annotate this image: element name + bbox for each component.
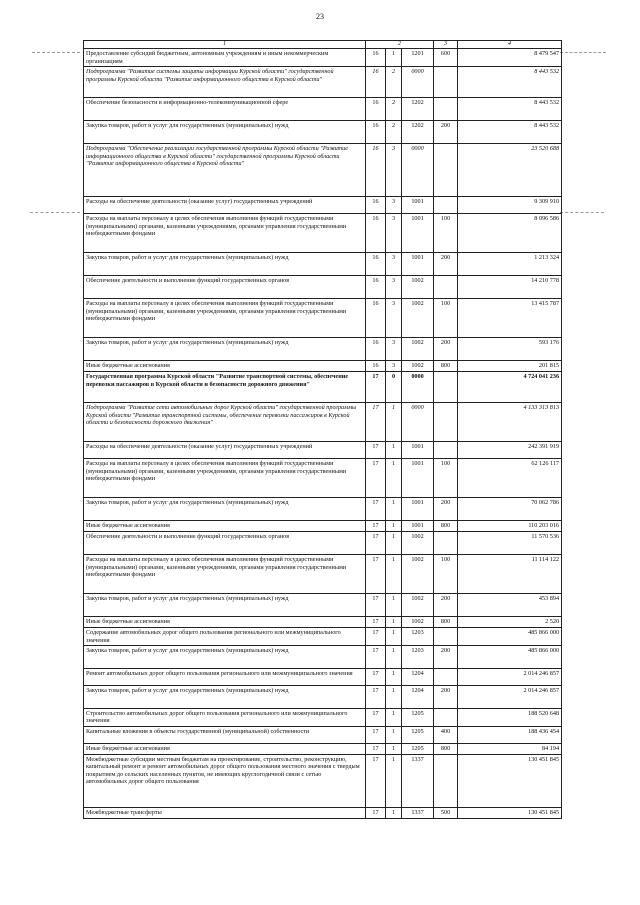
subprogram-code: 3 — [386, 197, 402, 214]
program-code: 17 — [366, 555, 386, 594]
scan-margin-mark — [30, 212, 80, 213]
subprogram-code: 1 — [386, 668, 402, 685]
row-description: Обеспечение деятельности и выполнение функций государственных органов — [84, 532, 366, 555]
header-col-2: 2 — [366, 41, 434, 49]
table-row — [84, 708, 562, 726]
expense-type-code: 400 — [434, 726, 458, 743]
direction-code: 1001 — [402, 459, 434, 498]
direction-code: 1001 — [402, 521, 434, 532]
program-code: 16 — [366, 67, 386, 98]
program-code: 16 — [366, 121, 386, 144]
table-row — [84, 214, 562, 253]
program-code: 17 — [366, 498, 386, 521]
direction-code: 0000 — [402, 403, 434, 442]
program-code: 16 — [366, 144, 386, 197]
table-row — [84, 628, 562, 646]
expense-type-code: 800 — [434, 617, 458, 628]
expense-type-code — [434, 197, 458, 214]
subprogram-code: 1 — [386, 49, 402, 67]
table-row — [84, 197, 562, 214]
expense-type-code — [434, 754, 458, 807]
expense-type-code: 100 — [434, 555, 458, 594]
subprogram-code: 1 — [386, 442, 402, 459]
program-code: 17 — [366, 403, 386, 442]
table-row — [84, 743, 562, 754]
expense-type-code: 800 — [434, 743, 458, 754]
expense-type-code: 100 — [434, 214, 458, 253]
row-description: Расходы на выплаты персоналу в целях обеспечения выполнения функций государственными (муниципальными) органами, казенными учреждениями, органами управления государственными внебюджетными фондами — [84, 299, 366, 338]
table-row — [84, 442, 562, 459]
subprogram-code: 3 — [386, 144, 402, 197]
table-row — [84, 668, 562, 685]
subprogram-code: 1 — [386, 754, 402, 807]
row-description: Иные бюджетные ассигнования — [84, 521, 366, 532]
amount-cell: 11 570 536 — [458, 532, 562, 555]
amount-cell: 4 133 313 813 — [458, 403, 562, 442]
row-description: Строительство автомобильных дорог общего пользования регионального или межмуниципального значения — [84, 708, 366, 726]
row-description: Иные бюджетные ассигнования — [84, 361, 366, 372]
table-row — [84, 617, 562, 628]
table-row — [84, 726, 562, 743]
amount-cell: 8 096 586 — [458, 214, 562, 253]
direction-code: 1202 — [402, 98, 434, 121]
program-code: 16 — [366, 214, 386, 253]
table-row — [84, 459, 562, 498]
amount-cell: 2 014 246 857 — [458, 685, 562, 708]
program-code: 16 — [366, 98, 386, 121]
table-row — [84, 144, 562, 197]
direction-code: 1201 — [402, 49, 434, 67]
program-code: 17 — [366, 532, 386, 555]
expense-type-code: 200 — [434, 594, 458, 617]
amount-cell: 110 203 016 — [458, 521, 562, 532]
subprogram-code: 1 — [386, 532, 402, 555]
direction-code: 1002 — [402, 299, 434, 338]
row-description: Расходы на обеспечение деятельности (оказание услуг) государственных учреждений — [84, 197, 366, 214]
direction-code: 0000 — [402, 372, 434, 403]
table-row — [84, 299, 562, 338]
amount-cell: 4 724 041 236 — [458, 372, 562, 403]
expense-type-code: 200 — [434, 685, 458, 708]
amount-cell: 2 014 246 857 — [458, 668, 562, 685]
row-description: Расходы на выплаты персоналу в целях обеспечения выполнения функций государственными (муниципальными) органами, казенными учреждениями, органами управления государственными внебюджетными фондами — [84, 459, 366, 498]
scan-margin-mark — [32, 52, 80, 53]
program-code: 17 — [366, 743, 386, 754]
direction-code: 1002 — [402, 617, 434, 628]
direction-code: 1002 — [402, 594, 434, 617]
amount-cell: 8 443 532 — [458, 121, 562, 144]
program-code: 17 — [366, 594, 386, 617]
amount-cell: 453 894 — [458, 594, 562, 617]
row-description: Закупка товаров, работ и услуг для государственных (муниципальных) нужд — [84, 645, 366, 668]
expense-type-code: 100 — [434, 459, 458, 498]
program-code: 16 — [366, 197, 386, 214]
table-row — [84, 361, 562, 372]
table-row — [84, 521, 562, 532]
row-description: Расходы на выплаты персоналу в целях обеспечения выполнения функций государственными (муниципальными) органами, казенными учреждениями, органами управления государственными внебюджетными фондами — [84, 555, 366, 594]
row-description: Обеспечение деятельности и выполнение функций государственных органов — [84, 276, 366, 299]
program-code: 17 — [366, 668, 386, 685]
table-row — [84, 49, 562, 67]
expense-type-code — [434, 372, 458, 403]
program-code: 17 — [366, 521, 386, 532]
amount-cell: 13 415 787 — [458, 299, 562, 338]
direction-code: 1001 — [402, 214, 434, 253]
row-description: Подпрограмма "Развитие системы защиты информации Курской области" государственной программы Курской области "Развитие информационного общества в Курской области" — [84, 67, 366, 98]
amount-cell: 242 391 919 — [458, 442, 562, 459]
row-description: Подпрограмма "Развитие сети автомобильных дорог Курской области" государственной программы Курской области "Развитие транспортной системы, обеспечение перевозки пассажиров в Курской области и безопасности дорожного движения" — [84, 403, 366, 442]
row-description: Государственная программа Курской области "Развитие транспортной системы, обеспечение перевозки пассажиров в Курской области и безопасности дорожного движения" — [84, 372, 366, 403]
expense-type-code — [434, 144, 458, 197]
expense-type-code — [434, 403, 458, 442]
subprogram-code: 3 — [386, 338, 402, 361]
table-row — [84, 532, 562, 555]
row-description: Закупка товаров, работ и услуг для государственных (муниципальных) нужд — [84, 594, 366, 617]
subprogram-code: 0 — [386, 372, 402, 403]
header-col-4: 4 — [458, 41, 562, 49]
program-code: 17 — [366, 442, 386, 459]
expense-type-code — [434, 708, 458, 726]
amount-cell: 188 520 648 — [458, 708, 562, 726]
program-code: 16 — [366, 338, 386, 361]
row-description: Расходы на обеспечение деятельности (оказание услуг) государственных учреждений — [84, 442, 366, 459]
direction-code: 1001 — [402, 197, 434, 214]
row-description: Расходы на выплаты персоналу в целях обеспечения выполнения функций государственными (муниципальными) органами, казенными учреждениями, органами управления государственными внебюджетными фондами — [84, 214, 366, 253]
expense-type-code — [434, 532, 458, 555]
expense-type-code — [434, 67, 458, 98]
amount-cell: 14 210 778 — [458, 276, 562, 299]
table-row — [84, 754, 562, 807]
table-row — [84, 498, 562, 521]
direction-code: 1002 — [402, 555, 434, 594]
expense-type-code: 800 — [434, 361, 458, 372]
direction-code: 1337 — [402, 754, 434, 807]
subprogram-code: 3 — [386, 214, 402, 253]
direction-code: 1203 — [402, 645, 434, 668]
row-description: Предоставление субсидий бюджетным, автономным учреждениям и иным некоммерческим организациям — [84, 49, 366, 67]
direction-code: 1002 — [402, 276, 434, 299]
subprogram-code: 3 — [386, 253, 402, 276]
table-body — [84, 49, 562, 819]
direction-code: 1203 — [402, 628, 434, 646]
subprogram-code: 2 — [386, 98, 402, 121]
expense-type-code — [434, 442, 458, 459]
expense-type-code — [434, 668, 458, 685]
expense-type-code: 200 — [434, 338, 458, 361]
amount-cell: 485 866 000 — [458, 628, 562, 646]
scan-margin-mark — [560, 52, 606, 53]
direction-code: 1205 — [402, 708, 434, 726]
row-description: Межбюджетные субсидии местным бюджетам на проектирование, строительство, реконструкцию, капитальный ремонт и ремонт автомобильных дорог общего пользования местного значения с твердым покрытием до сельских населенных пунктов, не имеющих круглогодичной связи с сетью автомобильных дорог общего пользования — [84, 754, 366, 807]
amount-cell: 2 520 — [458, 617, 562, 628]
amount-cell: 485 866 000 — [458, 645, 562, 668]
table-row — [84, 338, 562, 361]
program-code: 17 — [366, 708, 386, 726]
page-number: 23 — [316, 12, 324, 21]
row-description: Закупка товаров, работ и услуг для государственных (муниципальных) нужд — [84, 498, 366, 521]
table-row — [84, 372, 562, 403]
direction-code: 1001 — [402, 442, 434, 459]
program-code: 16 — [366, 276, 386, 299]
amount-cell: 130 451 845 — [458, 754, 562, 807]
table-row — [84, 98, 562, 121]
table-row — [84, 121, 562, 144]
direction-code: 1205 — [402, 743, 434, 754]
scan-margin-mark — [560, 212, 604, 213]
amount-cell: 8 479 547 — [458, 49, 562, 67]
subprogram-code: 2 — [386, 67, 402, 98]
subprogram-code: 3 — [386, 299, 402, 338]
expense-type-code: 600 — [434, 49, 458, 67]
program-code: 16 — [366, 49, 386, 67]
program-code: 17 — [366, 372, 386, 403]
table-row — [84, 276, 562, 299]
amount-cell: 11 114 122 — [458, 555, 562, 594]
amount-cell: 23 520 688 — [458, 144, 562, 197]
header-col-1: 1 — [84, 41, 366, 49]
subprogram-code: 1 — [386, 743, 402, 754]
program-code: 17 — [366, 617, 386, 628]
row-description: Закупка товаров, работ и услуг для государственных (муниципальных) нужд — [84, 338, 366, 361]
amount-cell: 130 451 845 — [458, 807, 562, 818]
expense-type-code: 200 — [434, 253, 458, 276]
table-row — [84, 594, 562, 617]
amount-cell: 9 309 910 — [458, 197, 562, 214]
row-description: Закупка товаров, работ и услуг для государственных (муниципальных) нужд — [84, 685, 366, 708]
amount-cell: 201 815 — [458, 361, 562, 372]
direction-code: 1001 — [402, 253, 434, 276]
direction-code: 1337 — [402, 807, 434, 818]
table-row — [84, 253, 562, 276]
direction-code: 1204 — [402, 668, 434, 685]
subprogram-code: 1 — [386, 555, 402, 594]
row-description: Закупка товаров, работ и услуг для государственных (муниципальных) нужд — [84, 121, 366, 144]
subprogram-code: 1 — [386, 521, 402, 532]
program-code: 17 — [366, 726, 386, 743]
header-col-3: 3 — [434, 41, 458, 49]
program-code: 17 — [366, 645, 386, 668]
program-code: 16 — [366, 299, 386, 338]
amount-cell: 8 443 532 — [458, 67, 562, 98]
expense-type-code: 800 — [434, 521, 458, 532]
direction-code: 1205 — [402, 726, 434, 743]
program-code: 17 — [366, 754, 386, 807]
expense-type-code — [434, 628, 458, 646]
row-description: Иные бюджетные ассигнования — [84, 617, 366, 628]
expense-type-code: 500 — [434, 807, 458, 818]
budget-table — [83, 40, 562, 819]
subprogram-code: 1 — [386, 617, 402, 628]
subprogram-code: 1 — [386, 685, 402, 708]
expense-type-code: 200 — [434, 121, 458, 144]
row-description: Межбюджетные трансферты — [84, 807, 366, 818]
subprogram-code: 3 — [386, 276, 402, 299]
row-description: Обеспечение безопасности в информационно-телекоммуникационной сфере — [84, 98, 366, 121]
amount-cell: 8 443 532 — [458, 98, 562, 121]
program-code: 17 — [366, 807, 386, 818]
subprogram-code: 1 — [386, 594, 402, 617]
expense-type-code: 200 — [434, 645, 458, 668]
amount-cell: 70 062 786 — [458, 498, 562, 521]
subprogram-code: 3 — [386, 361, 402, 372]
subprogram-code: 1 — [386, 807, 402, 818]
expense-type-code — [434, 276, 458, 299]
table-row — [84, 645, 562, 668]
direction-code: 0000 — [402, 67, 434, 98]
subprogram-code: 1 — [386, 645, 402, 668]
table-row — [84, 555, 562, 594]
amount-cell: 1 213 324 — [458, 253, 562, 276]
subprogram-code: 1 — [386, 498, 402, 521]
row-description: Капитальные вложения в объекты государственной (муниципальной) собственности — [84, 726, 366, 743]
program-code: 17 — [366, 685, 386, 708]
amount-cell: 62 126 117 — [458, 459, 562, 498]
direction-code: 1204 — [402, 685, 434, 708]
expense-type-code: 100 — [434, 299, 458, 338]
program-code: 17 — [366, 459, 386, 498]
subprogram-code: 2 — [386, 121, 402, 144]
program-code: 16 — [366, 253, 386, 276]
row-description: Содержание автомобильных дорог общего пользования регионального или межмуниципального значения — [84, 628, 366, 646]
expense-type-code — [434, 98, 458, 121]
table-row — [84, 403, 562, 442]
amount-cell: 188 436 454 — [458, 726, 562, 743]
direction-code: 0000 — [402, 144, 434, 197]
subprogram-code: 1 — [386, 403, 402, 442]
table-header-row — [84, 41, 562, 49]
table-row — [84, 807, 562, 818]
subprogram-code: 1 — [386, 459, 402, 498]
table-row — [84, 67, 562, 98]
subprogram-code: 1 — [386, 628, 402, 646]
direction-code: 1002 — [402, 361, 434, 372]
direction-code: 1001 — [402, 498, 434, 521]
program-code: 16 — [366, 361, 386, 372]
row-description: Ремонт автомобильных дорог общего пользования регионального или межмуниципального значения — [84, 668, 366, 685]
expense-type-code: 200 — [434, 498, 458, 521]
row-description: Подпрограмма "Обеспечение реализации государственной программы Курской области "Развитие информационного общества в Курской области" государственной программы Курской области "Развитие информационного общества в Курской области" — [84, 144, 366, 197]
row-description: Закупка товаров, работ и услуг для государственных (муниципальных) нужд — [84, 253, 366, 276]
direction-code: 1002 — [402, 532, 434, 555]
amount-cell: 593 176 — [458, 338, 562, 361]
direction-code: 1002 — [402, 338, 434, 361]
subprogram-code: 1 — [386, 708, 402, 726]
table-row — [84, 685, 562, 708]
program-code: 17 — [366, 628, 386, 646]
direction-code: 1202 — [402, 121, 434, 144]
row-description: Иные бюджетные ассигнования — [84, 743, 366, 754]
subprogram-code: 1 — [386, 726, 402, 743]
amount-cell: 84 194 — [458, 743, 562, 754]
